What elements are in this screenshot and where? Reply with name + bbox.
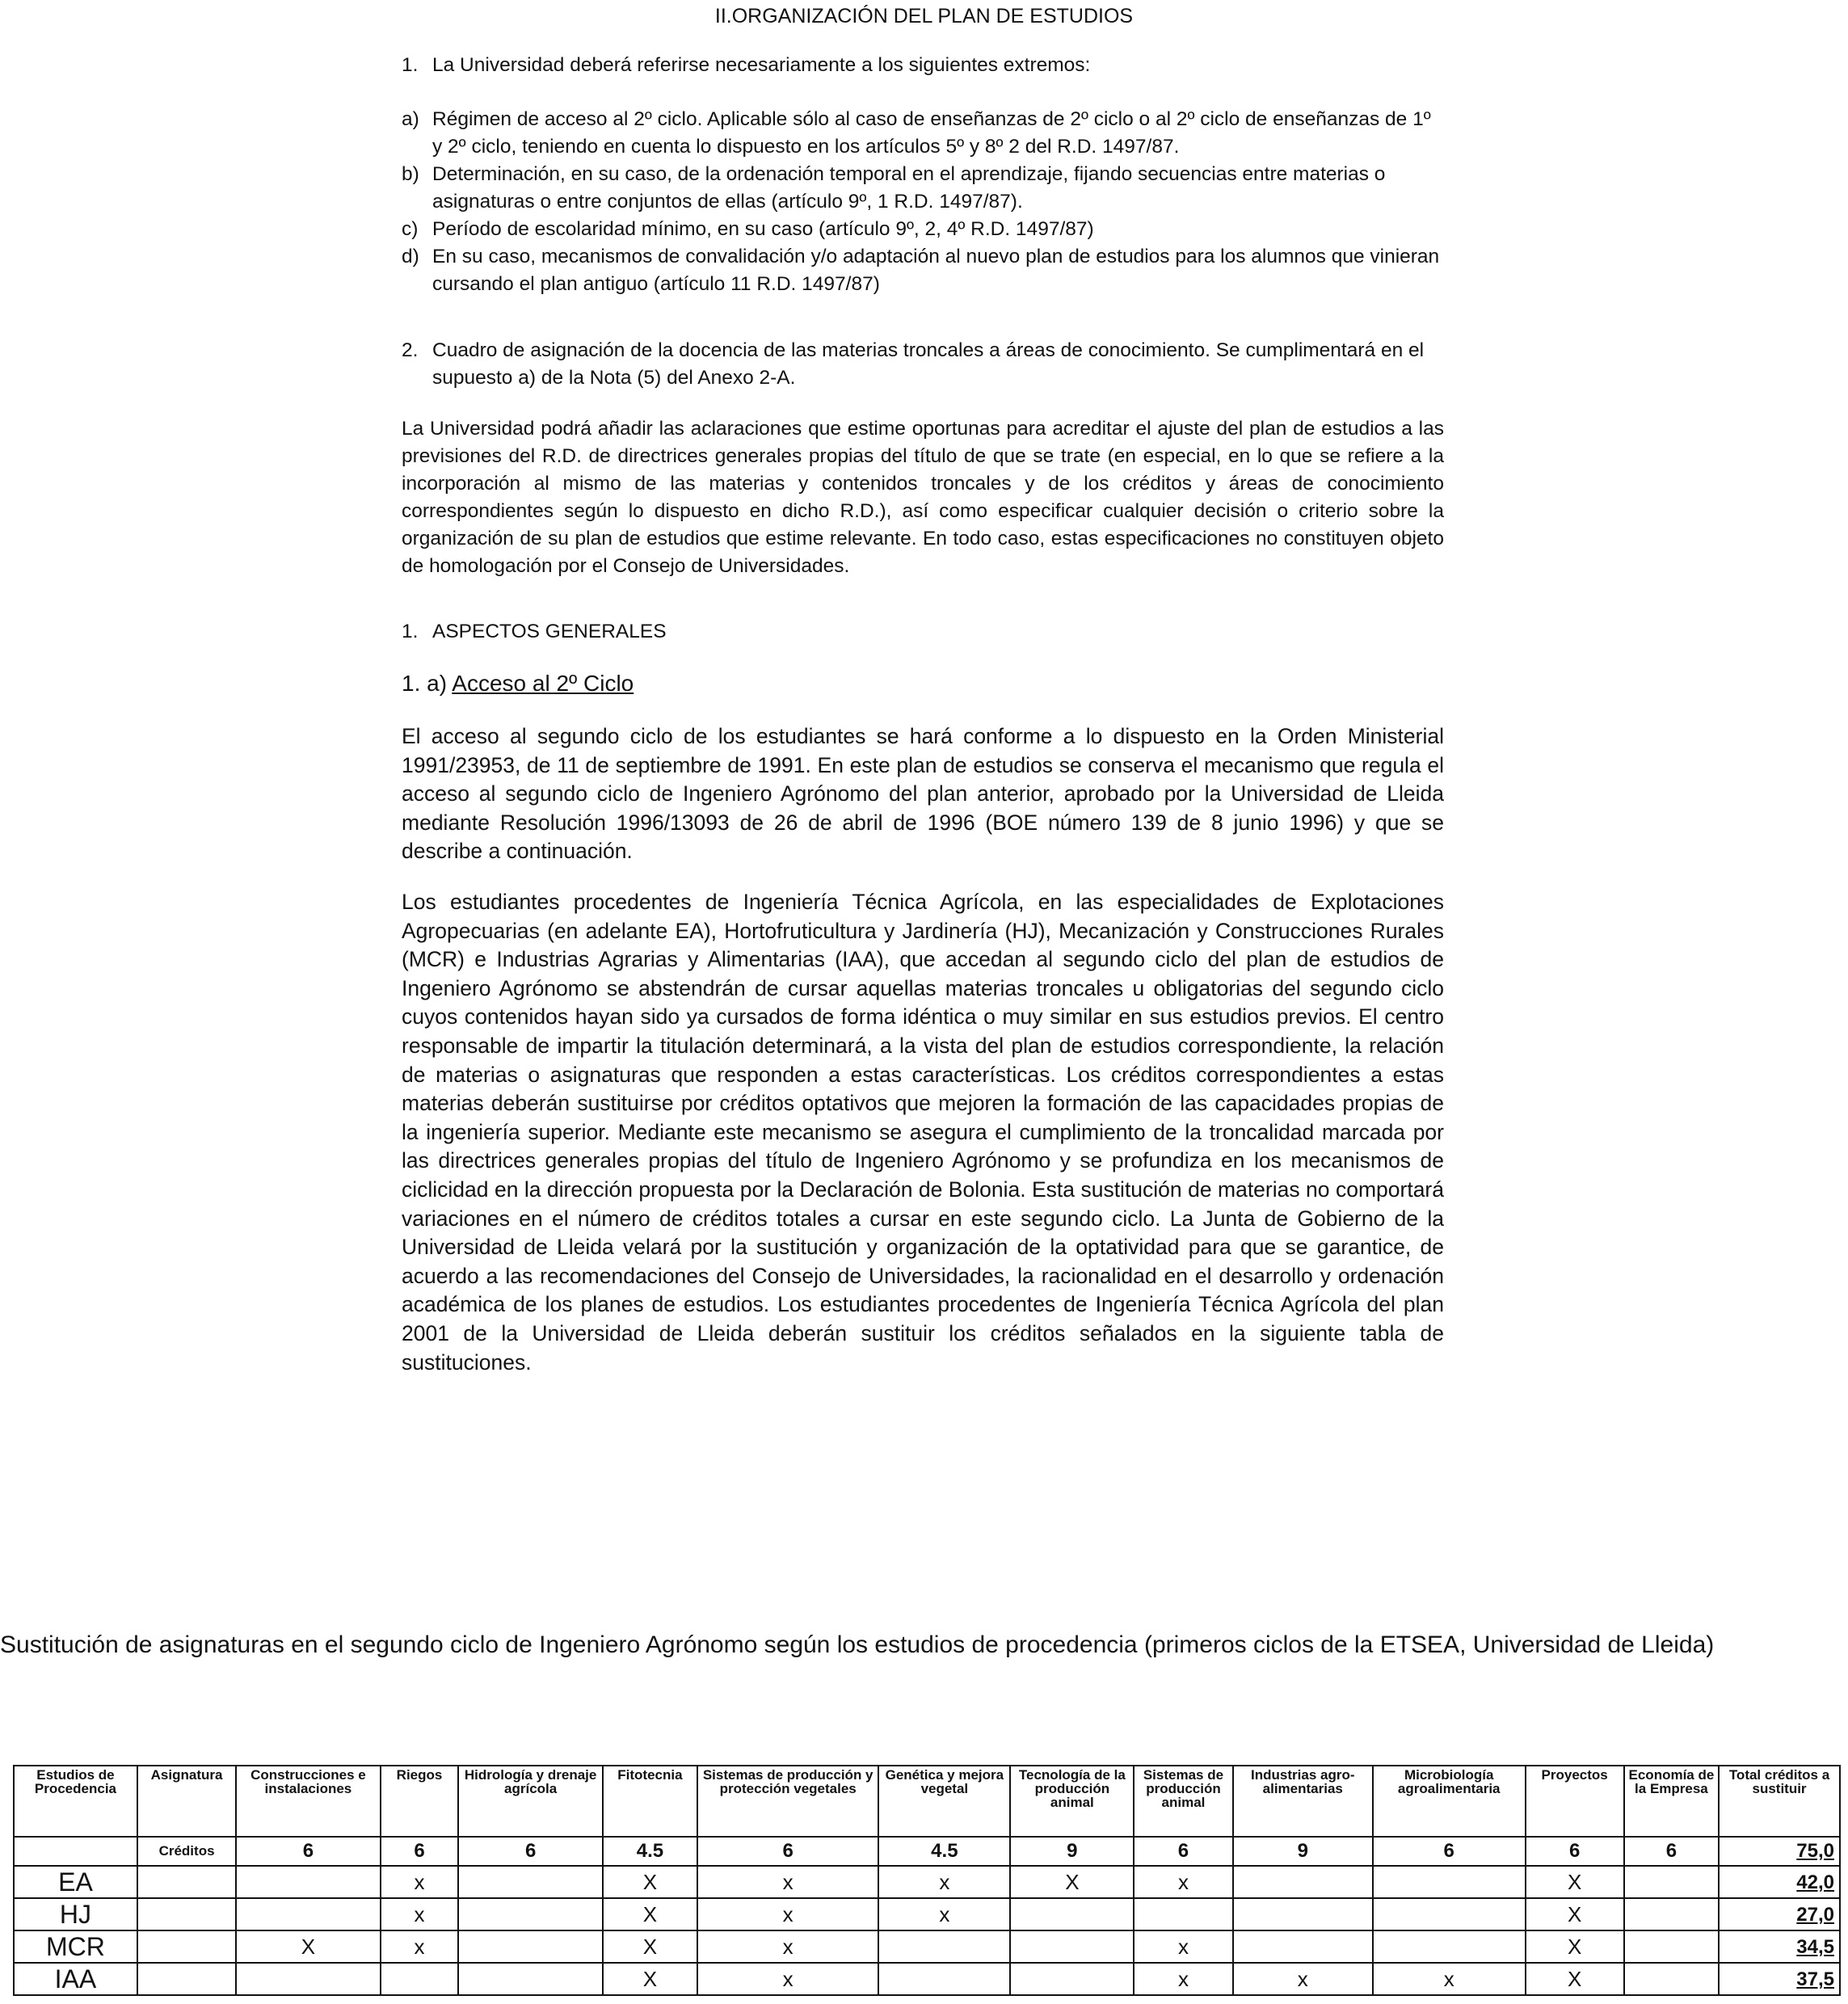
table-cell bbox=[1373, 1930, 1526, 1963]
header-cell: Asignatura bbox=[137, 1766, 236, 1837]
table-cell bbox=[878, 1963, 1010, 1995]
table-cell bbox=[1233, 1930, 1373, 1963]
table-cell bbox=[458, 1930, 602, 1963]
table-cell bbox=[1010, 1898, 1134, 1930]
table-cell: x bbox=[381, 1866, 459, 1898]
table-cell bbox=[1134, 1898, 1232, 1930]
table-cell: 9 bbox=[1010, 1837, 1134, 1866]
table-cell bbox=[1373, 1898, 1526, 1930]
section-2-number: 2. bbox=[402, 339, 419, 361]
list-item-key: b) bbox=[402, 163, 419, 185]
header-cell: Hidrología y drenaje agrícola bbox=[458, 1766, 602, 1837]
aspectos-number: 1. bbox=[402, 621, 419, 642]
page-heading: II.ORGANIZACIÓN DEL PLAN DE ESTUDIOS bbox=[714, 5, 1134, 27]
total-cell: 42,0 bbox=[1719, 1866, 1840, 1898]
total-cell: 37,5 bbox=[1719, 1963, 1840, 1995]
table-row bbox=[14, 1866, 1840, 1898]
header-cell: Microbiología agroalimentaria bbox=[1373, 1766, 1526, 1837]
table-cell bbox=[14, 1837, 137, 1866]
row-label: HJ bbox=[14, 1898, 137, 1930]
table-cell bbox=[1010, 1963, 1134, 1995]
list-item-text: En su caso, mecanismos de convalidación y/o adaptación al nuevo plan de estudios para los alumnos que vinieran cursando el plan antiguo (artículo 11 R.D. 1497/87) bbox=[432, 246, 1440, 295]
table-cell: x bbox=[381, 1930, 459, 1963]
header-cell: Construcciones e instalaciones bbox=[236, 1766, 380, 1837]
list-item-text: Determinación, en su caso, de la ordenación temporal en el aprendizaje, fijando secuencias entre materias o asignaturas o entre conjuntos de ellas (artículo 9º, 1 R.D. 1497/87). bbox=[432, 163, 1386, 213]
table-cell bbox=[381, 1963, 459, 1995]
acceso-paragraph: El acceso al segundo ciclo de los estudiantes se hará conforme a lo dispuesto en la Orden Ministerial 1991/23953, de 11 de septiembre de 1991. En este plan de estudios se conserva el mecanismo que regula el acceso al segundo ciclo de Ingeniero Agrónomo del plan anterior, aprobado por la Universidad de Lleida mediante Resolución 1996/13093 de 26 de abril de 1996 (BOE número 139 de 8 junio 1996) y que se describe a continuación. bbox=[402, 724, 1444, 864]
table-cell: x bbox=[1134, 1866, 1232, 1898]
table-cell: X bbox=[603, 1930, 697, 1963]
credits-row bbox=[14, 1837, 1840, 1866]
table-cell: X bbox=[1526, 1866, 1624, 1898]
list-item-key: c) bbox=[402, 218, 419, 240]
intro-paragraph: La Universidad podrá añadir las aclaraciones que estime oportunas para acreditar el ajuste del plan de estudios a las previsiones del R.D. de directrices generales propias del título de que se trate (en especial, en lo que se refiere a la incorporación al mismo de las materias y contenidos troncales y de los créditos y áreas de conocimiento correspondientes según lo dispuesto en dicho R.D.), así como especificar cualquier decisión o criterio sobre la organización de su plan de estudios que estime relevante. En todo caso, estas especificaciones no constituyen objeto de homologación por el Consejo de Universidades. bbox=[402, 418, 1444, 577]
table-cell bbox=[1373, 1866, 1526, 1898]
table-cell bbox=[458, 1963, 602, 1995]
table-cell: 6 bbox=[1526, 1837, 1624, 1866]
table-cell: X bbox=[1526, 1963, 1624, 1995]
credits-label: Créditos bbox=[137, 1837, 236, 1866]
section-1 bbox=[402, 52, 1444, 79]
table-cell: 6 bbox=[1134, 1837, 1232, 1866]
table-cell: 9 bbox=[1233, 1837, 1373, 1866]
acceso-heading bbox=[402, 670, 1444, 697]
table-cell bbox=[137, 1963, 236, 1995]
table-cell: x bbox=[381, 1898, 459, 1930]
table-cell: x bbox=[697, 1963, 878, 1995]
total-cell: 75,0 bbox=[1719, 1837, 1840, 1866]
aspectos-heading-row bbox=[402, 618, 1444, 646]
aspectos-text: ASPECTOS GENERALES bbox=[432, 621, 667, 642]
estudiantes-paragraph: Los estudiantes procedentes de Ingeniería Técnica Agrícola, en las especialidades de Explotaciones Agropecuarias (en adelante EA), Hortofruticultura y Jardinería (HJ), Mecanización y Construcciones Rurales (MCR) e Industrias Agrarias y Alimentarias (IAA), que accedan al segundo ciclo del plan de estudios de Ingeniero Agrónomo se abstendrán de cursar aquellas materias troncales u obligatorias del segundo ciclo cuyos contenidos hayan sido ya cursados de forma idéntica o muy similar en sus estudios previos. El centro responsable de impartir la titulación determinará, a la vista del plan de estudios correspondiente, la relación de materias o asignaturas que responden a estas características. Los créditos correspondientes a estas materias deberán sustituirse por créditos optativos que mejoren la formación de las capacidades propias de la ingeniería superior. Mediante este mecanismo se asegura el cumplimiento de la troncalidad marcada por las directrices generales propias del título de Ingeniero Agrónomo y se profundiza en los mecanismos de ciclicidad en la dirección propuesta por la Declaración de Bolonia. Esta sustitución de materias no comportará variaciones en el número de créditos totales a cursar en este segundo ciclo. La Junta de Gobierno de la Universidad de Lleida velará por la sustitución y organización de la optatividad para que se garantice, de acuerdo a las recomendaciones del Consejo de Universidades, la racionalidad en el desarrollo y ordenación académica de los planes de estudios. Los estudiantes procedentes de Ingeniería Técnica Agrícola del plan 2001 de la Universidad de Lleida deberán sustituir los créditos señalados en la siguiente tabla de sustituciones. bbox=[402, 890, 1444, 1375]
section-2 bbox=[402, 337, 1444, 392]
table-cell: X bbox=[603, 1898, 697, 1930]
table-cell bbox=[1624, 1898, 1719, 1930]
table-row bbox=[14, 1930, 1840, 1963]
header-cell: Industrias agro-alimentarias bbox=[1233, 1766, 1373, 1837]
table-cell: x bbox=[697, 1930, 878, 1963]
section-1-number: 1. bbox=[402, 54, 419, 76]
table-cell: 4.5 bbox=[603, 1837, 697, 1866]
header-cell: Fitotecnia bbox=[603, 1766, 697, 1837]
table-cell: x bbox=[1233, 1963, 1373, 1995]
acceso-number: 1. a) bbox=[402, 671, 448, 696]
row-label: EA bbox=[14, 1866, 137, 1898]
table-row bbox=[14, 1898, 1840, 1930]
table-cell: 6 bbox=[1624, 1837, 1719, 1866]
total-cell: 27,0 bbox=[1719, 1898, 1840, 1930]
table-cell bbox=[1233, 1898, 1373, 1930]
table-cell: x bbox=[878, 1866, 1010, 1898]
table-cell: X bbox=[603, 1866, 697, 1898]
table-cell: x bbox=[878, 1898, 1010, 1930]
header-cell: Tecnología de la producción animal bbox=[1010, 1766, 1134, 1837]
section-1-intro bbox=[402, 52, 1444, 79]
table-cell bbox=[236, 1963, 380, 1995]
table-cell bbox=[137, 1930, 236, 1963]
table-cell bbox=[1010, 1930, 1134, 1963]
table-cell: X bbox=[1010, 1866, 1134, 1898]
header-cell: Estudios de Procedencia bbox=[14, 1766, 137, 1837]
table-cell bbox=[236, 1898, 380, 1930]
table-cell bbox=[458, 1898, 602, 1930]
substitution-table bbox=[13, 1765, 1841, 1996]
acceso-title: Acceso al 2º Ciclo bbox=[452, 671, 634, 696]
table-cell bbox=[1624, 1930, 1719, 1963]
table-cell: 6 bbox=[381, 1837, 459, 1866]
table-header-row bbox=[14, 1766, 1840, 1837]
table-cell: x bbox=[1134, 1930, 1232, 1963]
section-1-items bbox=[402, 106, 1444, 298]
table-cell: 4.5 bbox=[878, 1837, 1010, 1866]
section-2-text: Cuadro de asignación de la docencia de las materias troncales a áreas de conocimiento. Se cumplimentará en el supuesto a) de la Nota (5) del Anexo 2-A. bbox=[432, 339, 1425, 389]
table-cell: 6 bbox=[1373, 1837, 1526, 1866]
table-cell bbox=[137, 1898, 236, 1930]
table-cell bbox=[137, 1866, 236, 1898]
table-cell: X bbox=[1526, 1898, 1624, 1930]
table-cell bbox=[458, 1866, 602, 1898]
header-cell: Sistemas de producción animal bbox=[1134, 1766, 1232, 1837]
list-item bbox=[402, 243, 1444, 298]
header-cell: Genética y mejora vegetal bbox=[878, 1766, 1010, 1837]
table-cell bbox=[236, 1866, 380, 1898]
header-cell: Economía de la Empresa bbox=[1624, 1766, 1719, 1837]
table-cell: x bbox=[697, 1898, 878, 1930]
table-cell: X bbox=[1526, 1930, 1624, 1963]
table-cell bbox=[878, 1930, 1010, 1963]
total-cell: 34,5 bbox=[1719, 1930, 1840, 1963]
header-cell: Sistemas de producción y protección vegetales bbox=[697, 1766, 878, 1837]
header-cell: Riegos bbox=[381, 1766, 459, 1837]
list-item bbox=[402, 106, 1444, 161]
list-item-text: Período de escolaridad mínimo, en su caso (artículo 9º, 2, 4º R.D. 1497/87) bbox=[432, 218, 1094, 240]
aspectos-heading bbox=[402, 618, 1444, 646]
table-cell: X bbox=[603, 1963, 697, 1995]
header-cell: Total créditos a sustituir bbox=[1719, 1766, 1840, 1837]
list-item bbox=[402, 216, 1444, 243]
table-row bbox=[14, 1963, 1840, 1995]
table-cell bbox=[1233, 1866, 1373, 1898]
table-cell bbox=[1624, 1866, 1719, 1898]
section-1-text: La Universidad deberá referirse necesariamente a los siguientes extremos: bbox=[432, 54, 1091, 76]
table-cell: x bbox=[697, 1866, 878, 1898]
table-cell: x bbox=[1134, 1963, 1232, 1995]
header-cell: Proyectos bbox=[1526, 1766, 1624, 1837]
table-cell: 6 bbox=[236, 1837, 380, 1866]
table-cell bbox=[1624, 1963, 1719, 1995]
list-item bbox=[402, 161, 1444, 216]
list-item-key: d) bbox=[402, 246, 419, 267]
table-cell: 6 bbox=[697, 1837, 878, 1866]
list-item-text: Régimen de acceso al 2º ciclo. Aplicable sólo al caso de enseñanzas de 2º ciclo o al 2º ciclo de enseñanzas de 1º y 2º ciclo, teniendo en cuenta lo dispuesto en los artículos 5º y 8º 2 del R.D. 1497/87. bbox=[432, 108, 1431, 158]
table-cell: X bbox=[236, 1930, 380, 1963]
table-caption: Sustitución de asignaturas en el segundo ciclo de Ingeniero Agrónomo según los estudios de procedencia (primeros ciclos de la ETSEA, Universidad de Lleida) bbox=[0, 1631, 1715, 1658]
list-item-key: a) bbox=[402, 108, 419, 130]
row-label: IAA bbox=[14, 1963, 137, 1995]
table-cell: x bbox=[1373, 1963, 1526, 1995]
table-cell: 6 bbox=[458, 1837, 602, 1866]
section-2-item bbox=[402, 337, 1444, 392]
row-label: MCR bbox=[14, 1930, 137, 1963]
